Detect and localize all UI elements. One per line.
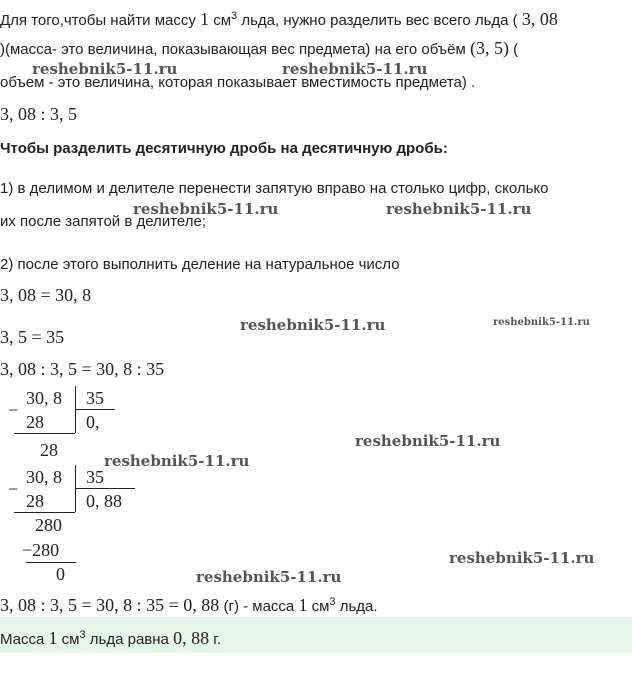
watermark: reshebnik5-11.ru: [133, 200, 279, 218]
div2-sub-line: [14, 512, 75, 513]
div2-minus: −: [8, 479, 19, 499]
text: см: [307, 598, 330, 615]
div1-subtrahend: 28: [26, 412, 44, 432]
text: льда.: [335, 598, 378, 615]
math: 1: [48, 628, 58, 648]
div1-minus: −: [8, 400, 19, 420]
math: 0, 88: [173, 628, 210, 648]
text: г.: [209, 631, 222, 648]
watermark: reshebnik5-11.ru: [449, 549, 595, 567]
div2-divisor-line: [75, 488, 135, 489]
superscript: 3: [231, 10, 238, 22]
div2-result: 0: [56, 564, 65, 584]
text: Масса: [0, 631, 49, 648]
intro-line-3: объем - это величина, которая показывает вместимость предмета) .: [0, 74, 476, 91]
expression: 3, 08 : 3, 5: [0, 104, 78, 124]
div1-quotient: 0,: [86, 412, 100, 432]
math: 1: [298, 595, 308, 615]
div1-remainder: 28: [40, 440, 58, 460]
div2-quotient: 0, 88: [86, 491, 122, 511]
div1-divisor-line: [75, 409, 115, 410]
superscript: 3: [329, 596, 336, 608]
intro-line-1: [0, 6, 558, 31]
superscript: 3: [79, 629, 86, 641]
equation-1: 3, 08 = 30, 8: [0, 285, 92, 305]
text: см: [57, 631, 80, 648]
div1-sub-line: [14, 433, 75, 434]
math: 1: [200, 9, 210, 29]
watermark: reshebnik5-11.ru: [386, 200, 532, 218]
step-1-line-1: 1) в делимом и делителе перенести запятую вправо на столько цифр, сколько: [0, 180, 549, 197]
watermark: reshebnik5-11.ru: [240, 316, 386, 334]
math: 3, 08: [521, 9, 558, 29]
text: см: [209, 12, 232, 29]
text: )(масса- это величина, показывающая вес предмета) на его объём: [0, 41, 470, 58]
intro-line-2: [0, 38, 518, 60]
rule-title: Чтобы разделить десятичную дробь на десятичную дробь:: [0, 140, 448, 157]
watermark: reshebnik5-11.ru: [493, 317, 590, 328]
div2-row-1: 280: [35, 515, 62, 535]
div1-divisor: 35: [86, 388, 104, 408]
div2-sub-line-2: [26, 562, 76, 563]
div1-dividend: 30, 8: [26, 388, 62, 408]
step-1-line-2: их после запятой в делителе;: [0, 213, 207, 230]
final-line: [0, 592, 378, 617]
watermark: reshebnik5-11.ru: [355, 432, 501, 450]
text: льда, нужно разделить вес всего льда (: [237, 12, 522, 29]
watermark: reshebnik5-11.ru: [32, 60, 178, 78]
watermark: reshebnik5-11.ru: [104, 452, 250, 470]
text: Для того,чтобы найти массу: [0, 12, 201, 29]
math: (3, 5): [470, 38, 509, 58]
text: льда равна: [85, 631, 174, 648]
math: 3, 08 : 3, 5 = 30, 8 : 35 = 0, 88: [0, 595, 220, 615]
div2-row-2: −280: [22, 540, 60, 560]
equation-3: 3, 08 : 3, 5 = 30, 8 : 35: [0, 359, 165, 379]
step-2: 2) после этого выполнить деление на натуральное число: [0, 256, 400, 273]
watermark: reshebnik5-11.ru: [196, 568, 342, 586]
text: (г) - масса: [219, 598, 299, 615]
div2-subtrahend: 28: [26, 491, 44, 511]
answer: [0, 625, 221, 650]
div2-divisor: 35: [86, 467, 104, 487]
watermark: reshebnik5-11.ru: [282, 60, 428, 78]
text: (: [509, 41, 519, 58]
div2-dividend: 30, 8: [26, 467, 62, 487]
equation-2: 3, 5 = 35: [0, 327, 65, 347]
